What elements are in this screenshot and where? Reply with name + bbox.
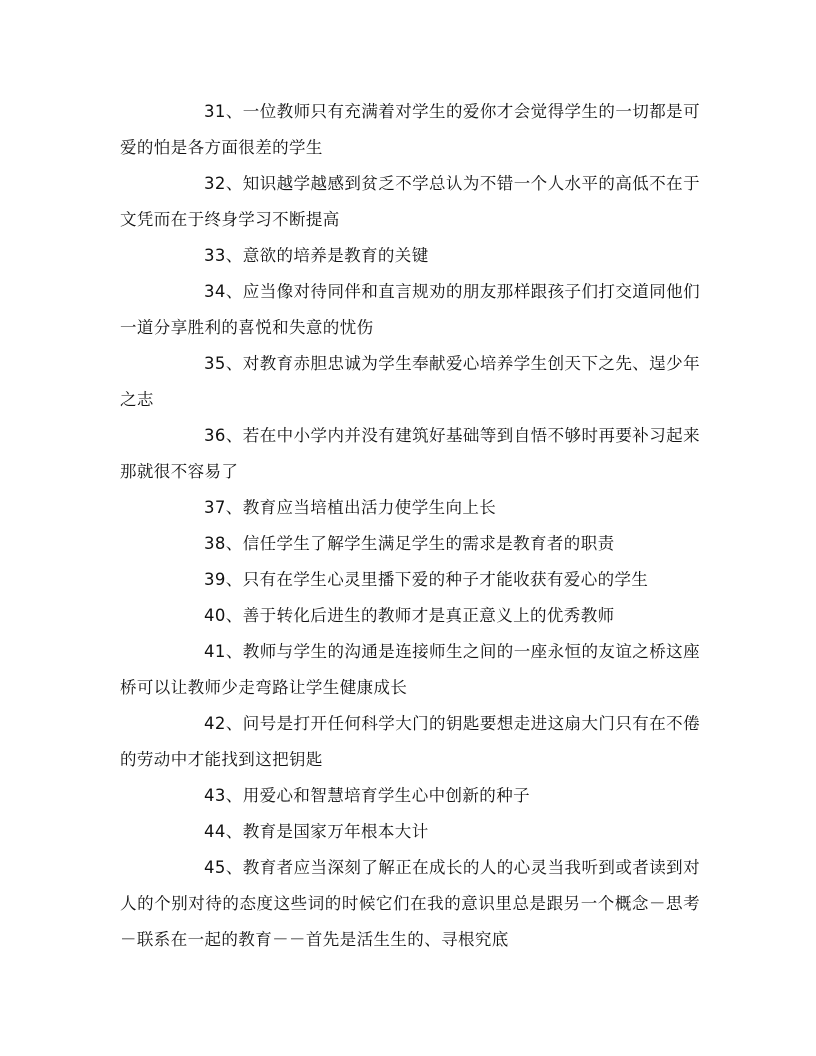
quote-paragraph-33: 33、意欲的培养是教育的关键 <box>204 246 429 265</box>
quote-paragraph-43: 43、用爱心和智慧培育学生心中创新的种子 <box>204 786 530 805</box>
quote-paragraph-31: 31、一位教师只有充满着对学生的爱你才会觉得学生的一切都是可爱的怕是各方面很差的学生 <box>120 102 700 157</box>
quote-paragraph-44: 44、教育是国家万年根本大计 <box>204 822 429 841</box>
quote-paragraph-37: 37、教育应当培植出活力使学生向上长 <box>204 498 497 517</box>
quote-paragraph-40: 40、善于转化后进生的教师才是真正意义上的优秀教师 <box>204 606 615 625</box>
quote-paragraph-38: 38、信任学生了解学生满足学生的需求是教育者的职责 <box>204 534 615 553</box>
quote-paragraph-41: 41、教师与学生的沟通是连接师生之间的一座永恒的友谊之桥这座桥可以让教师少走弯路让学生健康成长 <box>120 642 700 697</box>
document-body <box>120 94 700 958</box>
quote-paragraph-39: 39、只有在学生心灵里播下爱的种子才能收获有爱心的学生 <box>204 570 649 589</box>
quote-paragraph-36: 36、若在中小学内并没有建筑好基础等到自悟不够时再要补习起来那就很不容易了 <box>120 426 700 481</box>
quote-paragraph-45: 45、教育者应当深刻了解正在成长的人的心灵当我听到或者读到对人的个别对待的态度这些词的时候它们在我的意识里总是跟另一个概念－思考－联系在一起的教育－－首先是活生生的、寻根究底 <box>120 858 700 949</box>
quote-paragraph-34: 34、应当像对待同伴和直言规劝的朋友那样跟孩子们打交道同他们一道分享胜利的喜悦和失意的忧伤 <box>120 282 700 337</box>
quote-paragraph-35: 35、对教育赤胆忠诚为学生奉献爱心培养学生创天下之先、逞少年之志 <box>120 354 700 409</box>
quote-paragraph-42: 42、问号是打开任何科学大门的钥匙要想走进这扇大门只有在不倦的劳动中才能找到这把钥匙 <box>120 714 700 769</box>
quote-paragraph-32: 32、知识越学越感到贫乏不学总认为不错一个人水平的高低不在于文凭而在于终身学习不断提高 <box>120 174 700 229</box>
